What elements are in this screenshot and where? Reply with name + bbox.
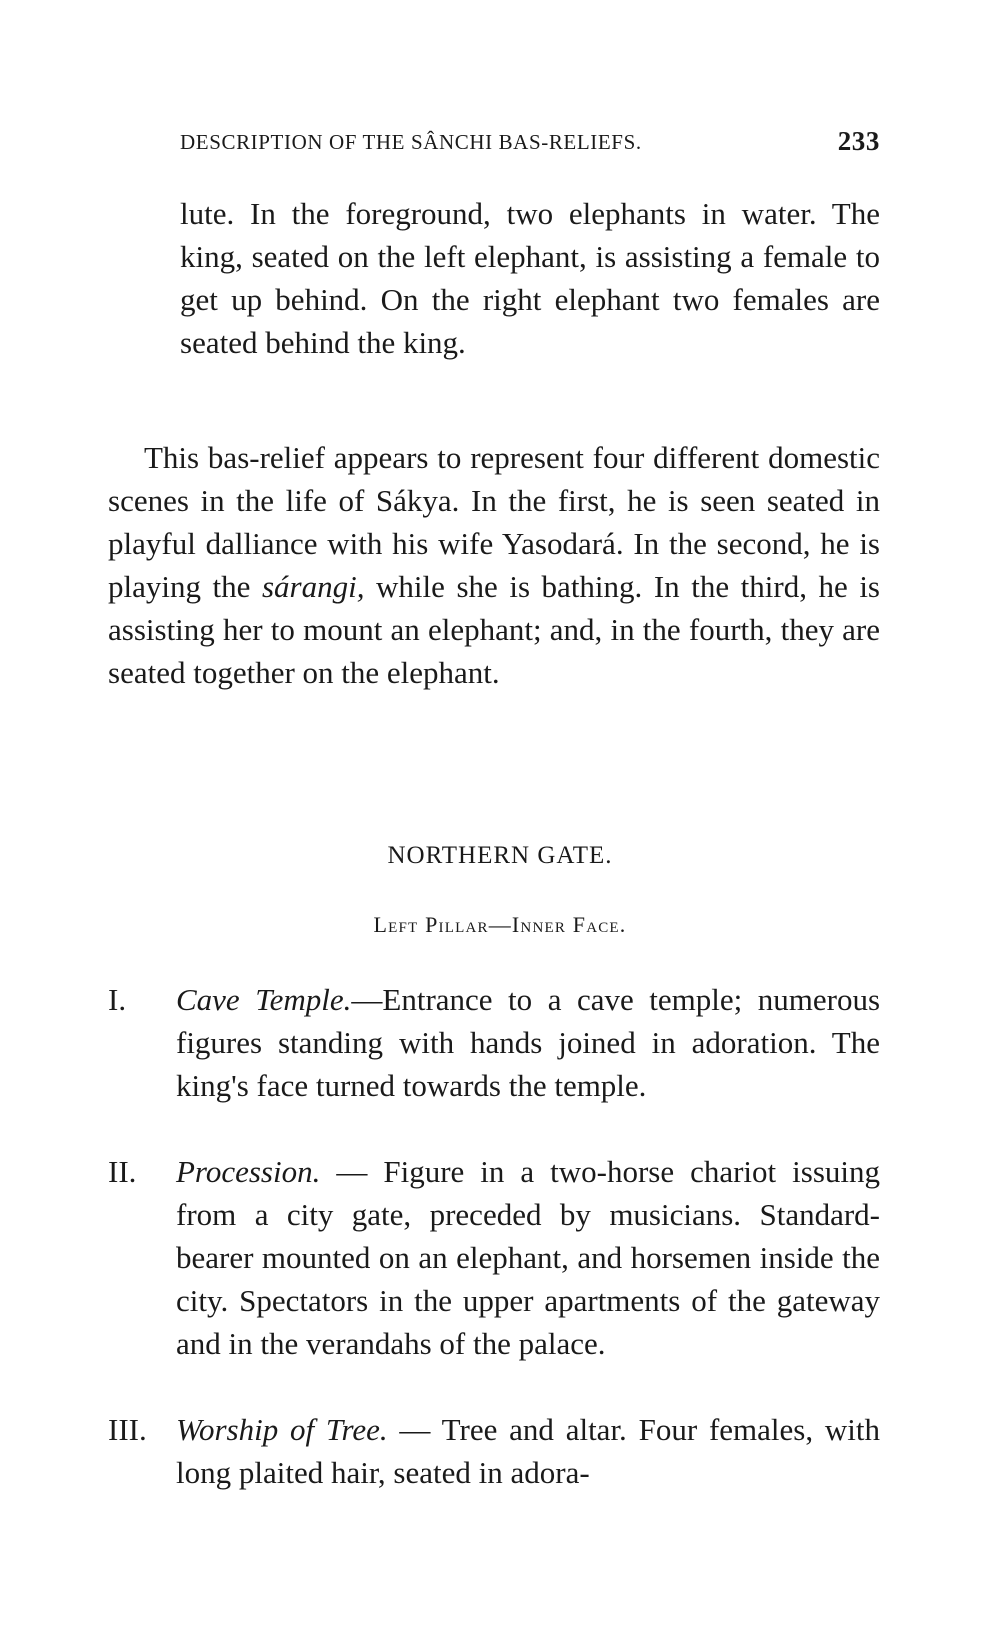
- continuation-paragraph: lute. In the foreground, two elephants in water. The king, seated on the left elephant, is assisting a female to get up behind. On the right elephant two females are seated behind the king.: [180, 196, 880, 360]
- entry-body: [176, 1150, 880, 1365]
- paragraph-italic-term: sárangi,: [261, 569, 365, 604]
- entry-body: [176, 978, 880, 1107]
- entry-dash: —: [387, 1412, 442, 1447]
- body-paragraph: [108, 436, 880, 694]
- list-item: [108, 1150, 880, 1365]
- entry-numeral: II.: [108, 1154, 137, 1189]
- entry-title: Worship of Tree.: [176, 1412, 388, 1447]
- subsection-title: Left Pillar—Inner Face.: [373, 912, 627, 937]
- entry-dash: —: [320, 1154, 384, 1189]
- entry-text: Tree and altar. Four females, with long plaited hair, seated in adora-: [176, 1412, 881, 1490]
- running-title: DESCRIPTION OF THE SÂNCHI BAS-RELIEFS.: [180, 130, 642, 154]
- entry-dash: —: [351, 982, 383, 1017]
- paragraph-text-part1: This bas-relief appears to represent four different domestic scenes in the life of Sákya. In the first, he is seen seated in playful dalliance with his wife Yasodará. In the second, he is playing the: [108, 440, 880, 604]
- page-number: 233: [837, 126, 880, 156]
- entry-text: Entrance to a cave temple; numerous figures standing with hands joined in adoration. The king's face turned towards the temple.: [176, 982, 881, 1103]
- entry-body: [176, 1408, 880, 1494]
- entry-title: Procession.: [176, 1154, 321, 1189]
- entry-text: Figure in a two-horse chariot issuing from a city gate, preceded by musicians. Standard-bearer mounted on an elephant, and horsemen inside the city. Spectators in the upper apartments of the gateway and in the verandahs of the palace.: [176, 1154, 880, 1361]
- list-item: [108, 1408, 880, 1494]
- section-title: NORTHERN GATE.: [387, 842, 613, 869]
- list-item: [108, 978, 880, 1107]
- page-header: [180, 126, 880, 166]
- paragraph-text-part2: while she is bathing. In the third, he is assisting her to mount an elephant; and, in the fourth, they are seated together on the elephant.: [108, 569, 880, 690]
- entry-numeral: III.: [108, 1412, 147, 1447]
- entry-numeral: I.: [108, 982, 127, 1017]
- entry-title: Cave Temple.: [176, 982, 352, 1017]
